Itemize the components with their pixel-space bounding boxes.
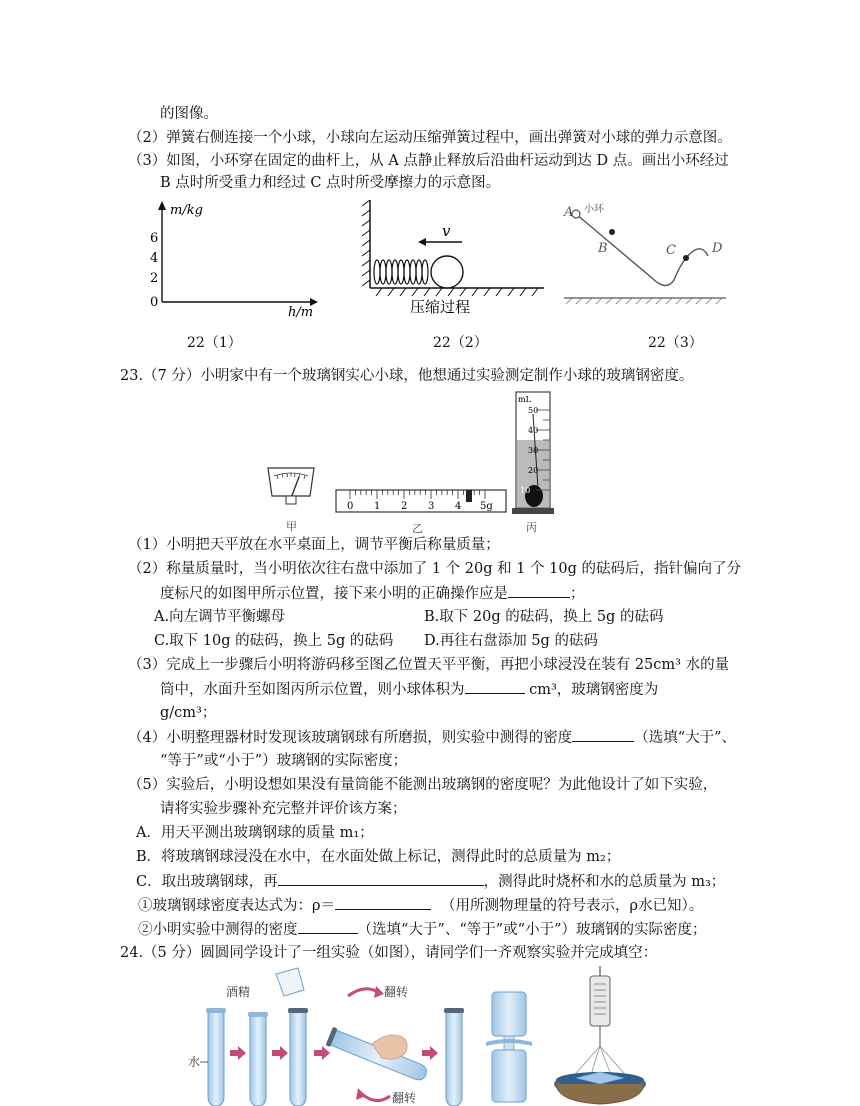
- q23-eval-2-text2: （选填“大于”、“等于”或“小于”）玻璃钢的实际密度；: [357, 922, 707, 938]
- q23-part2-line1: （2）称量质量时，当小明依次往右盘中添加了 1 个 20g 和 1 个 10g 的砝码后，指针偏向了分: [128, 561, 742, 577]
- q23-part3-line3: g/cm³；: [160, 705, 217, 721]
- q23-fig-jia-dial: [262, 464, 322, 534]
- q24-label-flip-top: 翻转: [384, 985, 409, 999]
- q22-fig1-tick: 4: [150, 251, 159, 266]
- q23-part5-line1: （5）实验后，小明设想如果没有量筒能不能测出玻璃钢的密度呢？为此他设计了如下实验，: [128, 777, 718, 793]
- q23-answer-blank-4[interactable]: [572, 727, 634, 742]
- q23-answer-blank-eval[interactable]: [298, 919, 358, 934]
- q23-cylinder-tick: 40: [528, 426, 539, 435]
- q23-part4-text1: （4）小明整理器材时发现该玻璃钢球有所磨损，则实验中测得的密度: [128, 730, 573, 746]
- q23-part3-line2: [160, 679, 658, 700]
- q23-step-c-text2: ，测得此时烧杯和水的总质量为 m₃；: [483, 874, 726, 890]
- q23-part3-text1: 筒中，水面升至如图丙所示位置，则小球体积为: [160, 682, 465, 698]
- q23-ruler-tick: 2: [401, 501, 408, 512]
- q23-part3-line1: （3）完成上一步骤后小明将游码移至图乙位置天平平衡，再把小球浸没在装有 25cm³ 水的量: [128, 657, 730, 673]
- q23-cylinder-tick: 30: [528, 446, 539, 455]
- q24-heading: 24.（5 分）圆圆同学设计了一组实验（如图），请同学们一齐观察实验并完成填空：: [120, 945, 658, 961]
- q23-part4-line1: [128, 727, 736, 748]
- q22-fig3-curved-rod: [562, 200, 742, 308]
- q23-heading: 23.（7 分）小明家中有一个玻璃钢实心小球，他想通过实验测定制作小球的玻璃钢密度。: [120, 368, 694, 384]
- q23-part3-text2: cm³，玻璃钢密度为: [524, 682, 659, 698]
- q22-part2: （2）弹簧右侧连接一个小球，小球向左运动压缩弹簧过程中，画出弹簧对小球的弹力示意图。: [128, 130, 732, 146]
- q22-fig2-caption: 22（2）: [433, 335, 488, 351]
- q23-step-c: [136, 871, 725, 892]
- q23-cylinder-tick: 50: [528, 406, 539, 415]
- q23-part1: （1）小明把天平放在水平桌面上，调节平衡后称量质量；: [128, 537, 500, 553]
- q23-ruler-tick: 1: [374, 501, 381, 512]
- q23-part5-line2: 请将实验步骤补充完整并评价该方案；: [160, 801, 407, 817]
- q23-ruler-tick: 3: [428, 501, 435, 512]
- q23-fig-yi-ruler: [334, 488, 510, 536]
- q23-answer-blank-step-c[interactable]: [278, 871, 484, 886]
- q23-fig-label-bing: 丙: [526, 521, 537, 534]
- q22-fig3-label-D: D: [712, 241, 723, 256]
- q23-part4-line2: “等于”或“小于”）玻璃钢的实际密度；: [160, 753, 408, 769]
- q23-eval-2: [138, 919, 706, 940]
- q23-cylinder-tick: 20: [528, 466, 539, 475]
- q23-fig-bing-cylinder: [510, 388, 558, 536]
- q22-fig1-tick: 2: [150, 271, 159, 286]
- q23-option-c: C.取下 10g 的砝码，换上 5g 的砝码: [154, 633, 394, 649]
- q23-answer-blank-volume[interactable]: [465, 679, 525, 694]
- q22-fig2-velocity-label: v: [442, 222, 451, 240]
- q23-answer-blank-2[interactable]: [508, 583, 570, 598]
- q22-fig1-ylabel: m/kg: [170, 203, 203, 218]
- q24-label-alcohol: 酒精: [226, 985, 251, 999]
- q24-label-flip-bottom: 翻转: [392, 1091, 417, 1105]
- q23-ruler-tick: 5g: [480, 501, 493, 512]
- q23-eval-1-text1: ①玻璃钢球密度表达式为：ρ＝: [138, 898, 336, 914]
- q22-fig1-tick: 0: [150, 295, 159, 310]
- q22-fig3-label-A: A: [564, 205, 574, 220]
- q22-continuation: 的图像。: [160, 106, 218, 122]
- q23-part2-text: 度标尺的如图甲所示位置，接下来小明的正确操作应是: [160, 586, 508, 602]
- q24-label-water: 水: [188, 1055, 201, 1069]
- q23-eval-1: [138, 895, 703, 916]
- q23-part2-end: ；: [570, 586, 585, 602]
- q23-fig-label-jia: 甲: [286, 520, 297, 533]
- q23-answer-blank-density[interactable]: [335, 895, 431, 910]
- q22-fig3-ring-label: 小环: [584, 204, 604, 215]
- q23-option-d: D.再往右盘添加 5g 的砝码: [424, 633, 598, 649]
- q23-part4-text2: （选填“大于”、: [634, 730, 737, 746]
- q22-fig1-xlabel: h/m: [288, 305, 314, 318]
- q22-fig1-caption: 22（1）: [187, 335, 242, 351]
- q22-fig2-label: 压缩过程: [410, 298, 471, 316]
- q23-cylinder-unit: mL: [518, 395, 531, 404]
- q22-fig1-tick: 6: [150, 231, 159, 246]
- q23-ruler-tick: 0: [347, 501, 354, 512]
- q23-step-b: B．将玻璃钢球浸没在水中，在水面处做上标记，测得此时的总质量为 m₂；: [136, 849, 621, 865]
- q23-eval-2-text1: ②小明实验中测得的密度: [138, 922, 298, 938]
- q23-step-a: A．用天平测出玻璃钢球的质量 m₁；: [136, 825, 374, 841]
- q23-option-a: A.向左调节平衡螺母: [154, 609, 286, 625]
- q23-fig-label-yi: 乙: [412, 522, 423, 535]
- q22-fig3-label-B: B: [598, 241, 608, 256]
- q22-part3-line2: B 点时所受重力和经过 C 点时所受摩擦力的示意图。: [160, 175, 501, 191]
- q22-part3-line1: （3）如图，小环穿在固定的曲杆上，从 A 点静止释放后沿曲杆运动到达 D 点。画出小环经过: [128, 153, 729, 169]
- q23-step-c-text1: C．取出玻璃钢球，再: [136, 874, 278, 890]
- q24-experiment-figure: [186, 966, 666, 1106]
- q22-fig2-spring: [362, 200, 552, 318]
- q23-cylinder-tick: 10: [520, 486, 531, 495]
- q23-option-b: B.取下 20g 的砝码，换上 5g 的砝码: [424, 609, 664, 625]
- q22-fig3-caption: 22（3）: [648, 335, 703, 351]
- q23-eval-1-text2: （用所测物理量的符号表示，ρ水已知）。: [441, 898, 704, 914]
- q23-ruler-tick: 4: [455, 501, 462, 512]
- q22-fig1-graph: [140, 198, 330, 318]
- q22-fig3-label-C: C: [666, 243, 676, 258]
- q23-part2-line2: [160, 583, 585, 604]
